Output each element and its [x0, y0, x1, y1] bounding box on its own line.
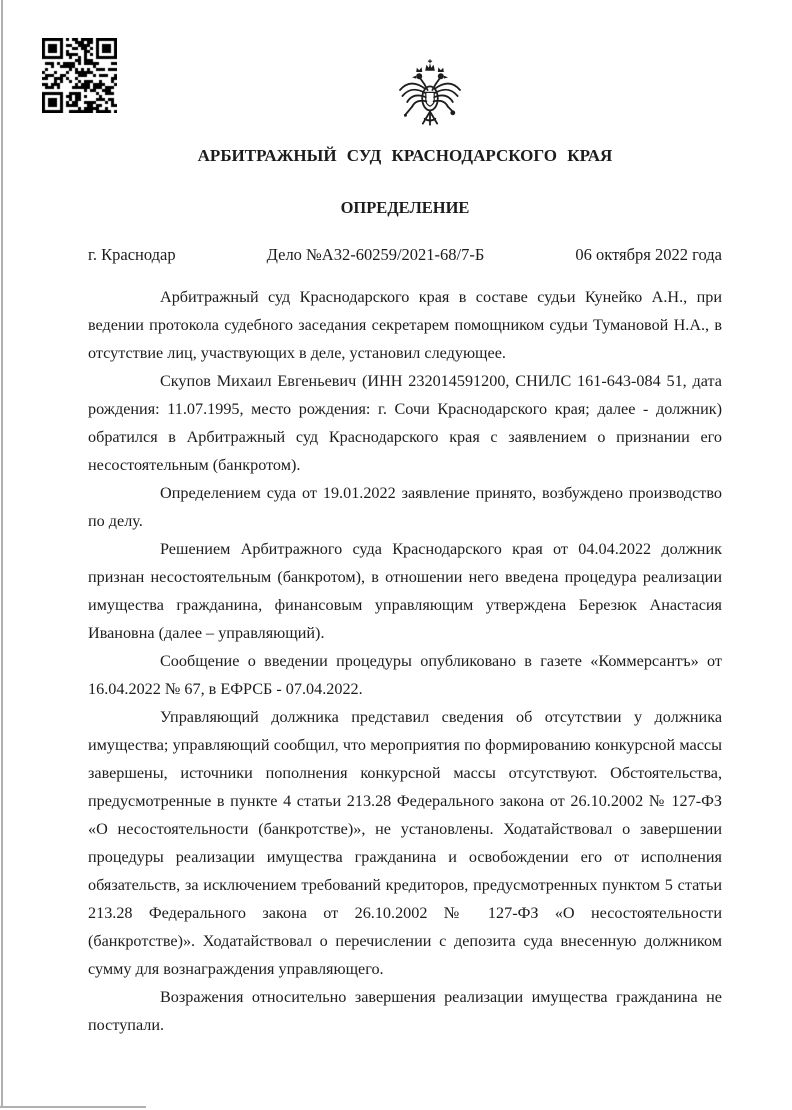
qr-code-icon: [42, 38, 117, 113]
doc-paragraph-6: Управляющий должника представил сведения об отсутствии у должника имущества; управляющий сообщил, что мероприятия по формированию конкурсной массы завершены, источники пополнения конкурсной массы отсутствуют. Обстоятельства, предусмотренные в пункте 4 статьи 213.28 Федерального закона от 26.10.2002 № 127-ФЗ «О несостоятельности (банкротстве)», не установлены. Ходатайствовал о завершении процедуры реализации имущества гражданина и освобождении его от исполнения обязательств, за исключением требований кредиторов, предусмотренных пунктом 5 статьи 213.28 Федерального закона от 26.10.2002 № 127-ФЗ «О несостоятельности (банкротстве)». Ходатайствовал о перечислении с депозита суда внесенную должником сумму для вознаграждения управляющего.: [88, 708, 722, 978]
doc-paragraph-7: Возражения относительно завершения реализации имущества гражданина не поступали.: [88, 988, 722, 1034]
page-edge-left: [1, 0, 3, 1108]
page-edge-bottom: [0, 1106, 146, 1108]
document-body: [88, 283, 722, 1039]
case-number: Дело №А32-60259/2021-68/7-Б: [266, 245, 485, 264]
case-date: 06 октября 2022 года: [575, 245, 722, 264]
document-title: ОПРЕДЕЛЕНИЕ: [340, 198, 470, 217]
doc-paragraph-4: Решением Арбитражного суда Краснодарского края от 04.04.2022 должник признан несостоятельным (банкротом), в отношении него введена процедура реализации имущества гражданина, финансовым управляющим утверждена Березюк Анастасия Ивановна (далее – управляющий).: [88, 540, 722, 642]
case-line: [88, 245, 722, 265]
doc-paragraph-3: Определением суда от 19.01.2022 заявление принято, возбуждено производство по делу.: [88, 484, 722, 530]
doc-paragraph-5: Сообщение о введении процедуры опубликовано в газете «Коммерсантъ» от 16.04.2022 № 67, в ЕФРСБ - 07.04.2022.: [88, 652, 722, 698]
court-name-heading: АРБИТРАЖНЫЙ СУД КРАСНОДАРСКОГО КРАЯ: [197, 146, 613, 165]
case-city: г. Краснодар: [88, 245, 176, 264]
doc-paragraph-1: Арбитражный суд Краснодарского края в составе судьи Кунейко А.Н., при ведении протокола судебного заседания секретарем помощником судьи Тумановой Н.А., в отсутствие лиц, участвующих в деле, установил следующее.: [88, 288, 722, 362]
doc-paragraph-2: Скупов Михаил Евгеньевич (ИНН 232014591200, СНИЛС 161-643-084 51, дата рождения: 11.07.1995, место рождения: г. Сочи Краснодарского края; далее - должник) обратился в Арбитражный суд Краснодарского края с заявлением о признании его несостоятельным (банкротом).: [88, 372, 722, 474]
coat-of-arms-icon: [394, 58, 466, 134]
